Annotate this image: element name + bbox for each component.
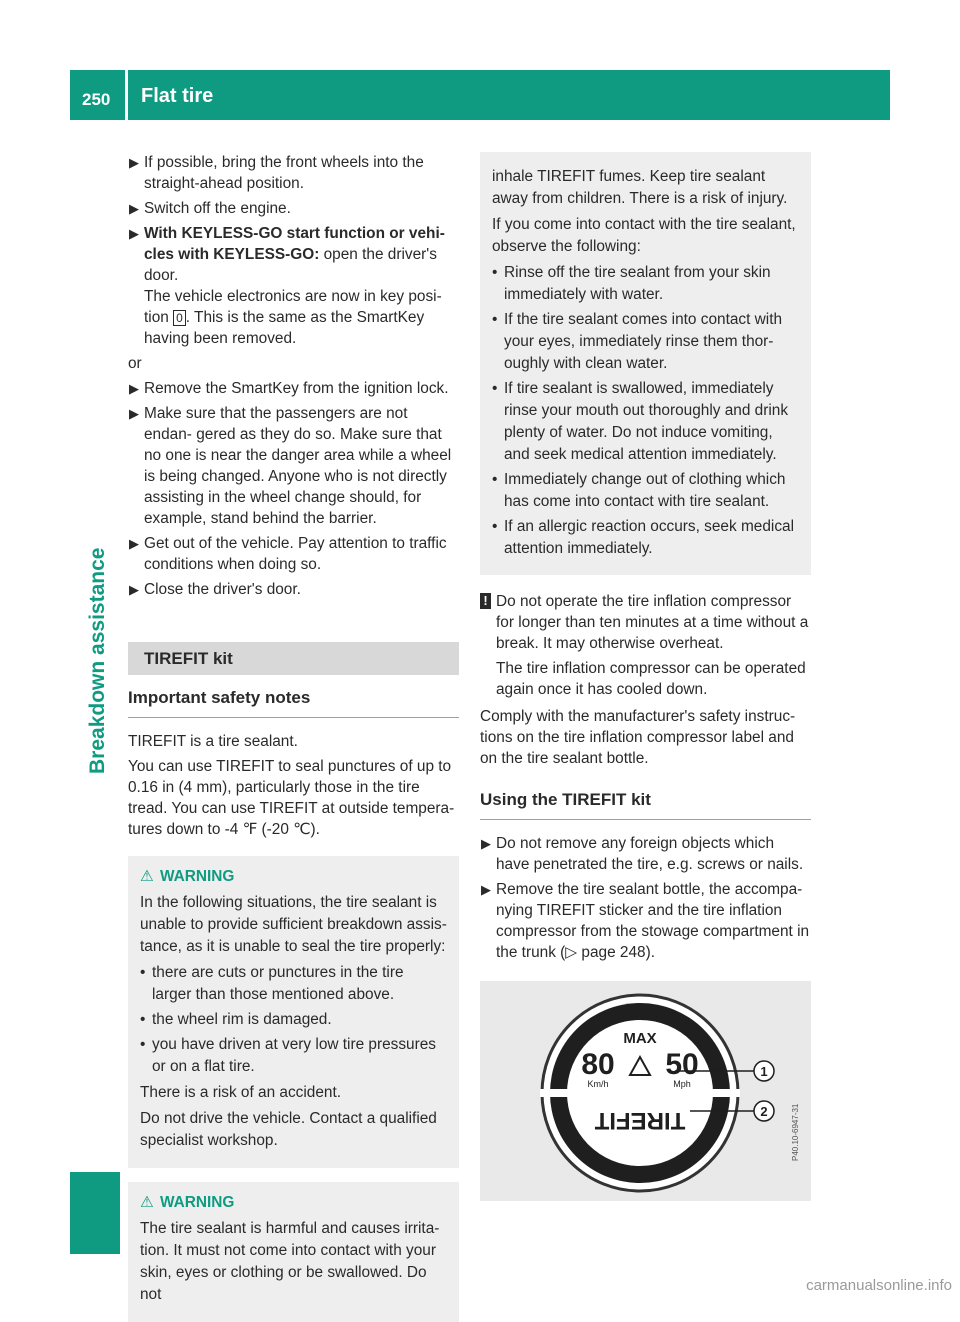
page-ref-arrow-icon: ▷	[565, 944, 578, 961]
warning-text: Do not drive the vehicle. Contact a qualified specialist workshop.	[140, 1110, 437, 1149]
step-arrow-icon: ▶	[129, 582, 139, 597]
step-item	[480, 833, 811, 875]
bullet-icon: •	[492, 380, 498, 397]
keyless-action: open the driver's door.	[144, 246, 437, 284]
step-item	[128, 152, 459, 194]
list-item-text: If the tire sealant comes into contact with your eyes, immediately rinse them thor- oughly with clean water.	[504, 311, 783, 372]
page-title: Flat tire	[141, 85, 214, 107]
list-item-text: If an allergic reaction occurs, seek medical attention immediately.	[504, 518, 794, 557]
step-arrow-icon: ▶	[129, 201, 139, 216]
keyless-note-a: The vehicle electronics are now in key posi- tion	[144, 288, 442, 326]
subsection-heading: Using the TIREFIT kit	[480, 789, 811, 820]
keyless-condition: With KEYLESS-GO start function or vehi- cles with KEYLESS-GO:	[144, 225, 445, 263]
warning-label: WARNING	[160, 1194, 235, 1211]
list-item-text: If tire sealant is swallowed, immediately rinse your mouth out thoroughly and drink plenty of water. Do not induce vomiting, and seek medical attention immediately.	[504, 380, 789, 463]
comply-paragraph: Comply with the manufacturer's safety instruc- tions on the tire inflation compressor label and on the tire sealant bottle.	[480, 708, 796, 767]
page-ref-link[interactable]: page 248).	[577, 944, 656, 961]
step-text: Get out of the vehicle. Pay attention to traffic conditions when doing so.	[144, 535, 447, 573]
list-item-text: you have driven at very low tire pressures or on a flat tire.	[152, 1036, 436, 1075]
header-divider	[125, 70, 128, 120]
step-arrow-icon: ▶	[129, 406, 139, 421]
list-item	[140, 1009, 447, 1031]
callout-2: 2	[760, 1104, 768, 1119]
key-position-symbol: 0	[173, 310, 186, 326]
notice-block	[480, 591, 811, 700]
sidebar	[70, 120, 120, 1254]
warning-text: inhale TIREFIT fumes. Keep tire sealant away from children. There is a risk of injury.	[492, 168, 788, 207]
intro-paragraph: You can use TIREFIT to seal punctures of up to 0.16 in (4 mm), particularly those in the tire tread. You can use TIREFIT at outside tempera- tures down to -4 ℉ (-20 ℃).	[128, 758, 455, 838]
list-item	[140, 962, 447, 1006]
warning-heading	[140, 866, 447, 888]
step-arrow-icon: ▶	[129, 536, 139, 551]
list-item	[140, 1034, 447, 1078]
bullet-icon: •	[140, 964, 146, 981]
bullet-icon: •	[492, 311, 498, 328]
tirefit-sticker-figure	[480, 981, 811, 1201]
step-item	[128, 378, 459, 399]
intro-paragraph: TIREFIT is a tire sealant.	[128, 733, 298, 750]
step-item-keyless	[128, 223, 459, 349]
notice-text: Do not operate the tire inflation compressor for longer than ten minutes at a time without a break. It may otherwise overheat.	[496, 593, 809, 652]
warning-triangle-icon: ⚠	[140, 868, 154, 885]
list-item-text: there are cuts or punctures in the tire larger than those mentioned above.	[152, 964, 404, 1003]
list-item-text: Rinse off the tire sealant from your skin immediately with water.	[504, 264, 771, 303]
step-item	[128, 403, 459, 529]
subsection-heading: Important safety notes	[128, 687, 459, 718]
exclamation-icon: !	[480, 593, 491, 609]
sticker-illustration	[480, 981, 811, 1201]
step-text: Switch off the engine.	[144, 200, 291, 217]
step-arrow-icon: ▶	[129, 226, 139, 241]
bullet-icon: •	[492, 264, 498, 281]
notice-text: The tire inflation compressor can be operated again once it has cooled down.	[496, 660, 806, 698]
warning-box	[128, 1182, 459, 1322]
list-item-text: Immediately change out of clothing which has come into contact with tire sealant.	[504, 471, 786, 510]
sidebar-section-label	[70, 474, 120, 774]
list-item	[492, 262, 799, 306]
warning-text: There is a risk of an accident.	[140, 1084, 342, 1101]
warning-box-continued	[480, 152, 811, 575]
warning-text: The tire sealant is harmful and causes irrita- tion. It must not come into contact with your skin, eyes or clothing or be swallowed. Do not	[140, 1220, 440, 1303]
list-item-text: the wheel rim is damaged.	[152, 1011, 332, 1028]
callout-1: 1	[760, 1064, 768, 1079]
step-text: Do not remove any foreign objects which have penetrated the tire, e.g. screws or nails.	[496, 835, 804, 873]
warning-heading	[140, 1192, 447, 1214]
step-item	[128, 198, 459, 219]
unit-kmh: Km/h	[587, 1079, 609, 1089]
list-item	[492, 378, 799, 466]
keyless-note-b: . This is the same as the SmartKey having been removed.	[144, 309, 425, 347]
sidebar-section-text: Breakdown assistance	[86, 547, 109, 774]
bullet-icon: •	[492, 471, 498, 488]
warning-triangle-icon: ⚠	[140, 1194, 154, 1211]
section-heading: TIREFIT kit	[128, 642, 459, 675]
step-arrow-icon: ▶	[481, 836, 491, 851]
step-item	[480, 879, 811, 963]
page-header	[70, 70, 890, 120]
step-text: Make sure that the passengers are not endan- gered as they do so. Make sure that no one is near the danger area while a wheel is being changed. Anyone who is not directly assisting in the wheel change should, for example, stand behind the barrier.	[144, 405, 452, 527]
sidebar-tab	[70, 1172, 120, 1254]
bullet-icon: •	[140, 1011, 146, 1028]
warning-box	[128, 856, 459, 1168]
step-text: If possible, bring the front wheels into the straight-ahead position.	[144, 154, 424, 192]
max-label: MAX	[623, 1030, 657, 1047]
step-arrow-icon: ▶	[129, 155, 139, 170]
warning-text: If you come into contact with the tire sealant, observe the following:	[492, 216, 796, 255]
warning-label: WARNING	[160, 868, 235, 885]
speed-mph: 50	[665, 1048, 699, 1081]
step-text: Close the driver's door.	[144, 581, 301, 598]
speed-kmh: 80	[581, 1048, 615, 1081]
left-column	[128, 152, 459, 1322]
unit-mph: Mph	[673, 1079, 691, 1089]
right-column	[480, 152, 811, 1201]
bullet-icon: •	[140, 1036, 146, 1053]
watermark: carmanualsonline.info	[806, 1277, 952, 1294]
or-text: or	[128, 355, 142, 372]
step-item	[128, 579, 459, 600]
list-item	[492, 309, 799, 375]
page-number: 250	[82, 90, 111, 109]
bullet-icon: •	[492, 518, 498, 535]
brand-label: TIREFIT	[594, 1107, 686, 1134]
step-arrow-icon: ▶	[481, 882, 491, 897]
list-item	[492, 516, 799, 560]
step-item	[128, 533, 459, 575]
step-text: Remove the tire sealant bottle, the accompa- nying TIREFIT sticker and the tire inflation compressor from the stowage compartment in the trunk (	[496, 881, 810, 961]
step-arrow-icon: ▶	[129, 381, 139, 396]
warning-text: In the following situations, the tire sealant is unable to provide sufficient breakdown assis- tance, as it is unable to seal the tire properly:	[140, 894, 447, 955]
list-item	[492, 469, 799, 513]
figure-code: P40.10-6947-31	[791, 1103, 800, 1161]
step-text: Remove the SmartKey from the ignition lock.	[144, 380, 449, 397]
